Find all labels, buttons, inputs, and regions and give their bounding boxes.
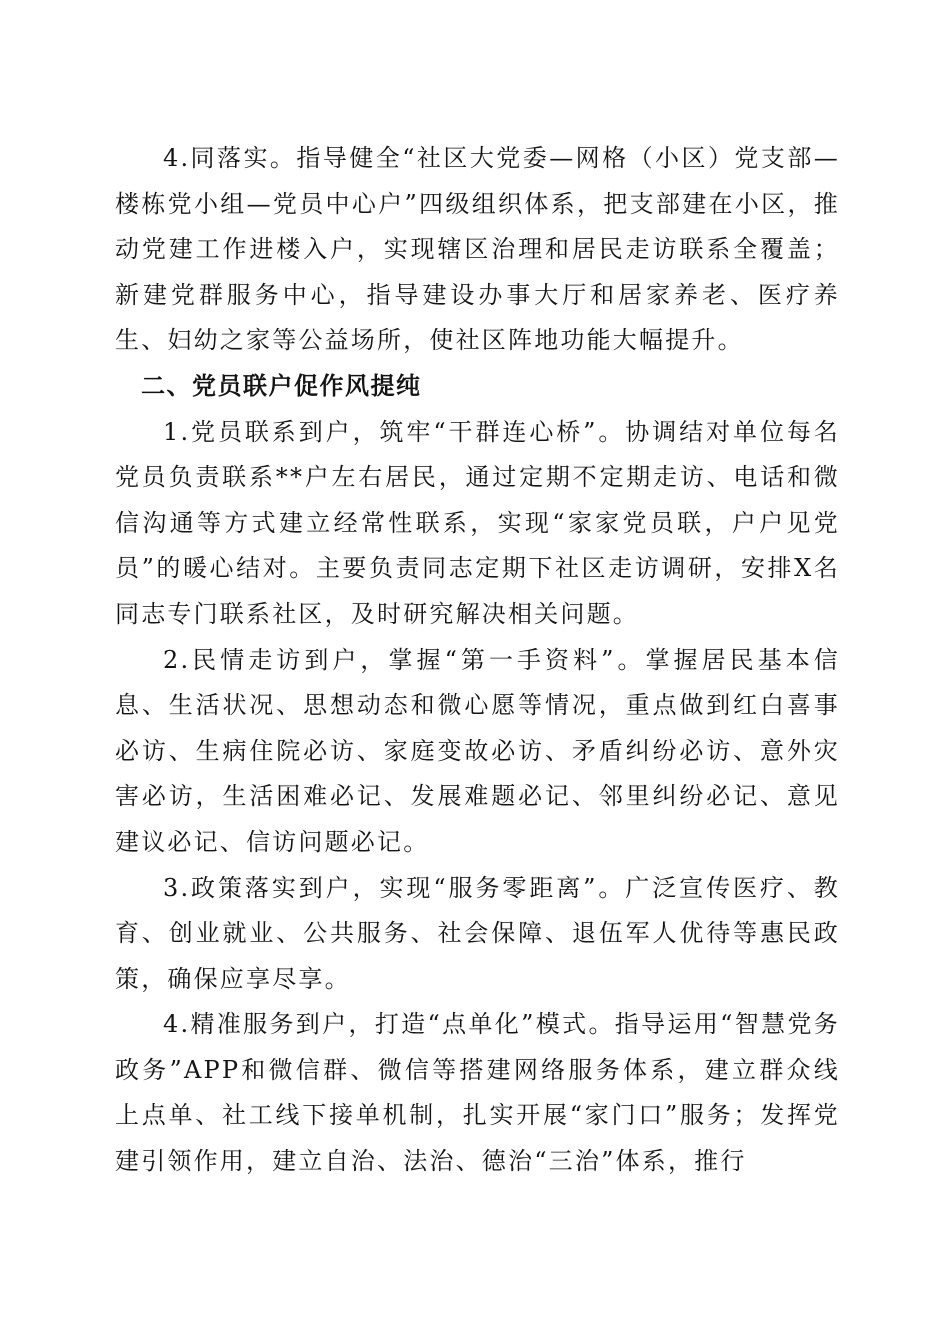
document-body [115, 136, 840, 1185]
section-heading-two: 二、党员联户促作风提纯 [141, 371, 422, 400]
paragraph-same-implementation: 4.同落实。指导健全“社区大党委—网格（小区）党支部—楼栋党小组—党员中心户”四级组织体系，把支部建在小区，推动党建工作进楼入户，实现辖区治理和居民走访联系全覆盖；新建党群服务中心，指导建设办事大厅和居家养老、医疗养生、妇幼之家等公益场所，使社区阵地功能大幅提升。 [115, 144, 840, 355]
paragraph-member-contact: 1.党员联系到户，筑牢“干群连心桥”。协调结对单位每名党员负责联系**户左右居民，通过定期不定期走访、电话和微信沟通等方式建立经常性联系，实现“家家党员联，户户见党员”的暖心结对。主要负责同志定期下社区走访调研，安排X名同志专门联系社区，及时研究解决相关问题。 [115, 417, 840, 628]
paragraph-precise-service: 4.精准服务到户，打造“点单化”模式。指导运用“智慧党务政务”APP和微信群、微信等搭建网络服务体系，建立群众线上点单、社工线下接单机制，扎实开展“家门口”服务；发挥党建引领作用，建立自治、法治、德治“三治”体系，推行 [115, 1010, 840, 1176]
paragraph-policy-implementation: 3.政策落实到户，实现“服务零距离”。广泛宣传医疗、教育、创业就业、公共服务、社会保障、退伍军人优待等惠民政策，确保应享尽享。 [115, 873, 840, 993]
paragraph-visit-households: 2.民情走访到户，掌握“第一手资料”。掌握居民基本信息、生活状况、思想动态和微心愿等情况，重点做到红白喜事必访、生病住院必访、家庭变故必访、矛盾纠纷必访、意外灾害必访，生活困难必记、发展难题必记、邻里纠纷必记、意见建议必记、信访问题必记。 [115, 645, 840, 856]
